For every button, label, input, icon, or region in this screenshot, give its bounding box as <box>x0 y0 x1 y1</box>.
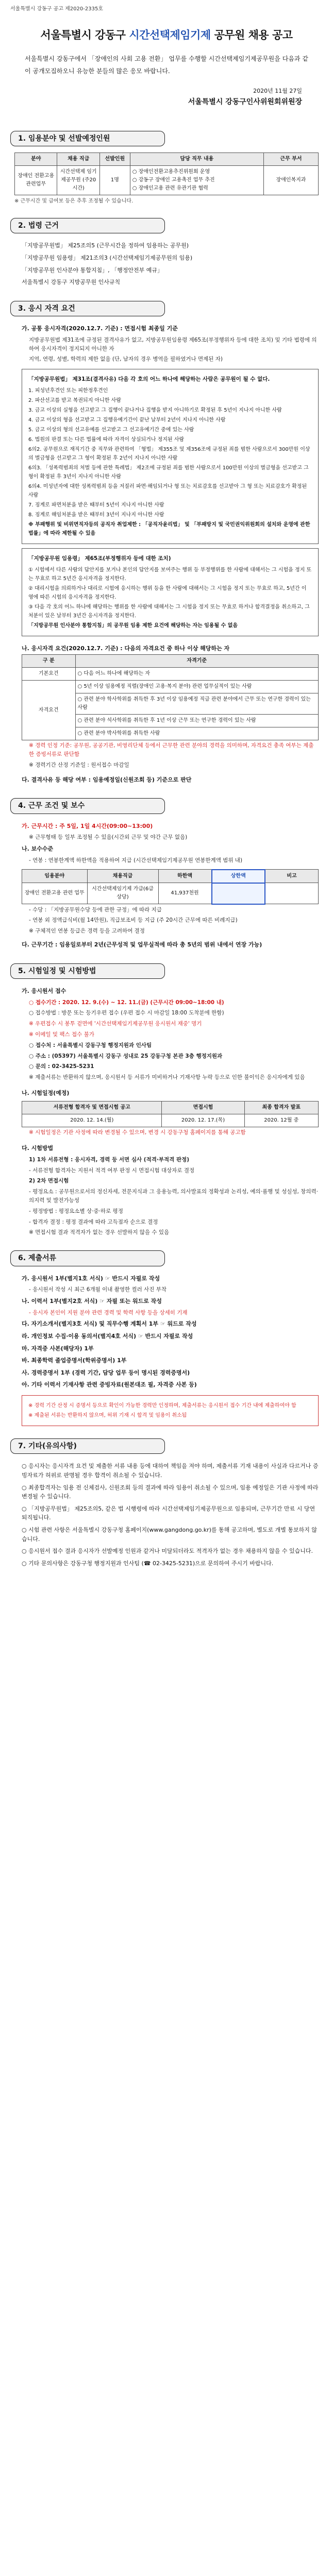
box-line: 6의3. 「성폭력범죄의 처벌 등에 관한 특례법」 제2조에 규정된 죄를 범한 사람으로서 100만원 이상의 벌금형을 선고받고 그 형이 확정된 후 3년이 지나지 아니한 사람 <box>28 465 309 480</box>
notice-date: 2020년 11월 27일 <box>253 87 302 94</box>
box-line: 6의4. 미성년자에 대한 성폭력범죄 등을 저질러 파면·해임되거나 형 또는 치료감호를 선고받아 그 형 또는 치료감호가 확정된 사람 <box>28 483 307 498</box>
table-header: 선발인원 <box>99 152 130 165</box>
warning-box <box>22 1395 319 1426</box>
section-title: 5. 시험일정 및 시험방법 <box>10 963 165 979</box>
section-work-conditions <box>10 798 323 951</box>
sub-heading: 다. 근무기간 : 임용일로부터 2년(근무성적 및 업무실적에 따라 총 5년의 범위 내에서 연장 가능) <box>22 941 262 948</box>
table-header: 임용분야 <box>22 870 88 883</box>
table-cell: 시간선택제임기제 가급(6급상당) <box>87 883 158 904</box>
list-item: 라. 개인정보 수집·이용 동의서(별지4호 서식) ☞ 반드시 자필로 작성 <box>22 1333 193 1340</box>
table-cell: ○ 다음 어느 하나에 해당하는 자 <box>75 668 319 681</box>
note: ※ 경력기간 산정 기준일 : 원서접수 마감일 <box>29 761 129 768</box>
issuing-organization: 서울특별시 강동구인사위원회위원장 <box>188 98 302 107</box>
list-item: ○ 시험 관련 사항은 서울특별시 강동구청 홈페이지(www.gangdong.go.kr)를 통해 공고하며, 별도로 개별 통보하지 않습니다. <box>22 1526 318 1543</box>
list-item: 아. 기타 이력서 기재사항 관련 증빙자료(원본대조 필, 자격증 사본 등) <box>22 1381 197 1388</box>
list-item: 다. 자기소개서(별지3호 서식) 및 직무수행 계획서 1부 ☞ 워드로 작성 <box>22 1320 197 1328</box>
section-title: 4. 근무 조건 및 보수 <box>10 798 165 814</box>
table-row <box>22 668 319 681</box>
note: - 연봉 외 정액급식비(월 14만원), 직급보조비 등 지급 (주 20시간 근무에 따른 비례지급) <box>29 917 238 924</box>
list-item: 2) 2차 면접시험 <box>29 1178 69 1184</box>
list-item: 서울특별시 강동구 지방공무원 인사규칙 <box>22 279 121 286</box>
list-item: 바. 최종학력 졸업증명서(학위증명서) 1부 <box>22 1357 127 1364</box>
box-note: 「지방공무원 인사분야 통합지침」의 공무원 임용 제한 요건에 해당하는 자는 임용될 수 없음 <box>28 622 238 629</box>
table-cell: 2020. 12. 14.(월) <box>22 1114 162 1127</box>
note: ※ 면접시험 결과 적격자가 없는 경우 선발하지 않을 수 있음 <box>29 1229 170 1236</box>
list-item: ○ 응시자는 응시자격 요건 및 제출한 서류 내용 등에 대하여 책임을 져야 하며, 제출서류 기재 내용이 사실과 다르거나 증빙자료가 허위로 판명될 경우 합격이 취소될 수 있습니다. <box>22 1463 319 1479</box>
sub-heading: 가. 공통 응시자격(2020.12.7. 기준) : 면접시험 최종일 기준 <box>22 325 178 332</box>
note: ※ 근무시간 및 급여보 등은 추후 조정될 수 있습니다. <box>14 198 134 204</box>
recruitment-table <box>14 152 319 195</box>
table-cell: 장애인복지과 <box>263 165 318 195</box>
list-item: ○ 접수방법 : 방문 또는 등기우편 접수 (우편 접수 시 마감일 18:00 도착분에 한함) <box>29 1010 224 1016</box>
table-cell: 기본요건 <box>22 668 76 681</box>
list-item: - 평정방법 : 평정요소별 상·중·하로 평정 <box>29 1208 123 1214</box>
table-row <box>22 1114 319 1127</box>
section-legal-basis <box>10 218 323 289</box>
box-line: ③ 다음 각 호의 어느 하나에 해당하는 행위를 한 사람에 대해서는 그 시험을 정지 또는 무효로 하거나 합격결정을 취소하고, 그 처분이 있은 날부터 3년간 응시자격을 정지한다. <box>28 604 310 619</box>
table-header: 하한액 <box>158 870 212 883</box>
sub-heading: 나. 시험일정(예정) <box>22 1089 70 1096</box>
section-schedule <box>10 963 323 1239</box>
note: - 수당 : 「지방공무원수당 등에 관한 규정」에 따라 지급 <box>29 906 162 913</box>
box-heading: 「지방공무원 임용령」 제65조(부정행위자 등에 대한 조치) <box>28 555 171 562</box>
table-cell: ○ 관련 분야 학사학위를 취득한 후 3년 이상 임용예정 직급 관련 분야에서 근무 또는 연구한 경력이 있는 사람 <box>75 693 319 715</box>
list-item: - 평정요소 : 공무원으로서의 정신자세, 전문지식과 그 응용능력, 의사발표의 정확성과 논리성, 예의·품행 및 성실성, 창의력·의지력 및 발전가능성 <box>29 1189 318 1204</box>
table-header: 채용 직급 <box>57 152 99 165</box>
warning-text: ※ 제출된 서류는 반환하지 않으며, 허위 기재 시 합격 및 임용이 취소됨 <box>28 1412 187 1418</box>
list-item: - 응시자 본인이 지원 분야 관련 경력 및 학력 사항 등을 상세히 기재 <box>29 1309 188 1316</box>
note: ※ 근무형태 등 일부 조정될 수 있음(시간외 근무 및 야간 근무 없음) <box>29 834 188 841</box>
title-prefix: 서울특별시 강동구 <box>40 29 126 41</box>
table-cell: 41,937천원 <box>158 883 212 904</box>
section-title: 6. 제출서류 <box>10 1250 165 1266</box>
sub-heading: 다. 결격사유 등 해당 여부 : 임용예정일(신원조회 등) 기준으로 판단 <box>22 776 192 783</box>
list-item: - 합격자 결정 : 평정 결과에 따라 고득점자 순으로 결정 <box>29 1218 158 1225</box>
duty-item: ○ 강동구 장애인 고용촉진 업무 추진 <box>132 177 215 183</box>
sub-heading: 나. 응시자격 요건(2020.12.7. 기준) : 다음의 자격요건 중 하나 이상 해당하는 자 <box>22 645 230 652</box>
section-eligibility <box>10 301 323 786</box>
list-item: ○ 기타 문의사항은 강동구청 행정지원과 인사팀 (☎ 02-3425-5231)으로 문의하여 주시기 바랍니다. <box>22 1560 274 1567</box>
disqualification-box <box>22 369 319 544</box>
table-cell: 장애인 전환고용 관련 업무 <box>22 883 88 904</box>
box-line: 6의2. 공무원으로 재직기간 중 직무와 관련하여 「형법」 제355조 및 제356조에 규정된 죄를 범한 사람으로서 300만원 이상의 벌금형을 선고받고 그 형이 확정된 후 2년이 지나지 아니한 사람 <box>28 446 310 461</box>
table-header: 근무 부서 <box>263 152 318 165</box>
list-item: - 서류전형 합격자는 지원서 적격 여부 판정 시 면접시험 대상자로 결정 <box>29 1167 195 1174</box>
list-item: ※ 이메일 및 팩스 접수 불가 <box>29 1031 94 1038</box>
list-item: 1) 1차 서류전형 : 응시자격, 경력 등 서면 심사 (적격·부적격 판정) <box>29 1156 190 1163</box>
table-header: 분야 <box>15 152 57 165</box>
table-header: 최종 합격자 발표 <box>244 1101 318 1114</box>
section-documents <box>10 1250 323 1426</box>
page-title <box>10 15 323 53</box>
section-title: 2. 법령 근거 <box>10 218 165 233</box>
note: ※ 구체적인 연봉 등급은 경력 등을 고려하여 결정 <box>29 928 145 935</box>
schedule-table <box>22 1101 319 1127</box>
salary-table <box>22 869 319 905</box>
note: - 연봉 : 연봉한계액 하한액을 적용하여 지급 (시간선택제임기제공무원 연봉한계액 범위 내) <box>29 857 243 863</box>
list-item: ○ 「지방공무원법」 제25조의5, 같은 법 시행령에 따라 시간선택제임기제공무원으로 임용되며, 근무기간 만료 시 당연 퇴직됩니다. <box>22 1505 315 1521</box>
note: ※ 경력 인정 기준: 공무원, 공공기관, 비영리단체 등에서 근무한 관련 분야의 경력을 의미하며, 자격요건 충족 여부는 제출한 증빙서류로 판단함 <box>29 742 314 758</box>
table-row <box>15 165 319 195</box>
duty-cell <box>130 165 263 195</box>
sub-heading: 가. 응시원서 접수 <box>22 987 66 994</box>
table-cell: ○ 5년 이상 임용예정 직렬(장애인 고용·복지 분야) 관련 업무실적이 있는 사람 <box>75 681 319 693</box>
section-title: 3. 응시 자격 요건 <box>10 301 165 316</box>
box-heading: 「지방공무원법」 제31조(결격사유) 다음 각 호의 어느 하나에 해당하는 사람은 공무원이 될 수 없다. <box>28 376 270 383</box>
box-line: 3. 금고 이상의 실형을 선고받고 그 집행이 끝나거나 집행을 받지 아니하기로 확정된 후 5년이 지나지 아니한 사람 <box>28 407 282 413</box>
table-header: 상한액 <box>212 870 265 883</box>
list-item: ○ 응시원서 접수 결과 응시자가 선발예정 인원과 같거나 미달되더라도 적격자가 없는 경우 채용하지 않을 수 있습니다. <box>22 1548 313 1555</box>
table-header: 면접시험 <box>162 1101 244 1114</box>
list-item: 나. 이력서 1부(별지2호 서식) ☞ 자필 또는 워드로 작성 <box>22 1298 162 1305</box>
table-cell: ○ 관련 분야 박사학위를 취득한 사람 <box>75 727 319 740</box>
table-cell: 2020. 12. 17.(목) <box>162 1114 244 1127</box>
list-item: 지역, 연령, 성별, 학력의 제한 없음 (단, 남자의 경우 병역을 필하였거나 면제된 자) <box>29 356 223 363</box>
list-item: ○ 접수기간 : 2020. 12. 9.(수) ~ 12. 11.(금) (근무시간 09:00~18:00 내) <box>29 999 224 1006</box>
box-line: 4. 금고 이상의 형을 선고받고 그 집행유예기간이 끝난 날부터 2년이 지나지 아니한 사람 <box>28 417 226 423</box>
duty-item: ○ 장애인고용 관련 유관기관 협력 <box>132 185 208 191</box>
box-line: 2. 파산선고를 받고 복권되지 아니한 사람 <box>28 397 121 403</box>
sub-heading: 나. 보수수준 <box>22 845 54 853</box>
table-cell: 2020. 12월 중 <box>244 1114 318 1127</box>
intro-paragraph: 서울특별시 강동구에서 「장애인의 사회 고용 전환」 업무를 수행할 시간선택제임기제공무원을 다음과 같이 공개모집하오니 유능한 분들의 많은 응모 바랍니다. <box>25 55 308 75</box>
box-note: ※ 부패행위 및 비위면직자등의 공직자 취업제한 : 「공직자윤리법」 및 「부패방지 및 국민권익위원회의 설치와 운영에 관한 법률」에 따라 제한될 수 있음 <box>28 521 310 536</box>
note: ※ 시험일정은 기관 사정에 따라 변경될 수 있으며, 변경 시 강동구청 홈페이지를 통해 공고함 <box>29 1129 246 1136</box>
table-cell <box>212 883 265 904</box>
table-cell <box>265 883 319 904</box>
list-item: ○ 문의 : 02-3425-5231 <box>29 1063 94 1070</box>
list-item: ○ 주소 : (05397) 서울특별시 강동구 성내로 25 강동구청 본관 3층 행정지원과 <box>29 1053 223 1059</box>
table-row <box>22 681 319 693</box>
table-header: 서류전형 합격자 및 면접시험 공고 <box>22 1101 162 1114</box>
box-line: 1. 피성년후견인 또는 피한정후견인 <box>28 387 108 394</box>
list-item: 「지방공무원법」 제25조의5 (근무시간을 정하여 임용하는 공무원) <box>22 242 189 249</box>
list-item: 「지방공무원 인사분야 통합지침」, 「행정안전부 예규」 <box>22 266 163 274</box>
work-hours: 가. 근무시간 : 주 5일, 1일 4시간(09:00~13:00) <box>22 822 153 829</box>
list-item: 가. 응시원서 1부(별지1호 서식) ☞ 반드시 자필로 작성 <box>22 1275 160 1282</box>
box-line: 6. 법원의 판결 또는 다른 법률에 따라 자격이 상실되거나 정지된 사람 <box>28 436 185 443</box>
table-cell: 시간선택제 임기제공무원 (주20시간) <box>57 165 99 195</box>
list-item: 「지방공무원 임용령」 제21조의3 (시간선택제임기제공무원의 임용) <box>22 254 193 261</box>
sub-heading <box>14 820 319 833</box>
table-cell: 장애인 전환고용 관련업무 <box>15 165 57 195</box>
duty-item: ○ 장애인전환고용추진위원회 운영 <box>132 168 210 175</box>
table-header: 비고 <box>265 870 319 883</box>
qualification-table <box>22 654 319 740</box>
box-line: 8. 징계로 해임처분을 받은 때부터 3년이 지나지 아니한 사람 <box>28 512 164 518</box>
misconduct-box <box>22 548 319 636</box>
section-title: 7. 기타(유의사항) <box>10 1438 165 1454</box>
box-line: 5. 금고 이상의 형의 선고유예를 선고받고 그 선고유예기간 중에 있는 사람 <box>28 427 194 433</box>
document-number: 서울특별시 강동구 공고 제2020-2335호 <box>10 6 103 12</box>
box-line: 7. 징계로 파면처분을 받은 때부터 5년이 지나지 아니한 사람 <box>28 502 164 508</box>
note: ※ 제출서류는 반환하지 않으며, 응시원서 등 서류가 미비하거나 기재사항 누락 등으로 인한 불이익은 응시자에게 있음 <box>29 1074 305 1081</box>
warning-text: ※ 경력 기간 산정 시 증명서 등으로 확인이 가능한 경력만 인정하며, 제출서류는 응시원서 접수 기간 내에 제출하여야 함 <box>28 1402 296 1409</box>
table-header: 자격기준 <box>75 655 319 668</box>
sub-heading: 다. 시험방법 <box>22 1145 54 1152</box>
title-highlight: 시간선택제임기제 <box>129 29 211 41</box>
section-notes <box>10 1438 323 1569</box>
box-line: ① 시험에서 다른 사람의 답안지를 보거나 본인의 답안지를 보여주는 행위 등 부정행위를 한 사람에 대해서는 그 시험을 정지 또는 무효로 하고 5년간 응시자격을 정지한다. <box>28 567 312 582</box>
table-header: 구 분 <box>22 655 76 668</box>
title-suffix: 공무원 채용 공고 <box>214 29 293 41</box>
list-item: 마. 자격증 사본(해당자) 1부 <box>22 1345 94 1352</box>
list-item: - 응시원서 작성 시 최근 6개월 이내 촬영한 컬러 사진 부착 <box>29 1286 166 1293</box>
table-header: 담당 직무 내용 <box>130 152 263 165</box>
table-cell: 자격요건 <box>22 681 76 740</box>
table-row <box>22 883 319 904</box>
box-line: ② 대리시험을 의뢰하거나 대리로 시험에 응시하는 행위 등을 한 사람에 대해서는 그 시험을 정지 또는 무효로 하고, 5년간 이 영에 따른 시험의 응시자격을 정지한다. <box>28 585 307 600</box>
list-item: ※ 우편접수 시 봉투 겉면에 '시간선택제임기제공무원 응시원서 재중' 명기 <box>29 1021 202 1027</box>
table-header: 채용직급 <box>87 870 158 883</box>
table-cell: ○ 관련 분야 석사학위를 취득한 후 1년 이상 근무 또는 연구한 경력이 있는 사람 <box>75 715 319 727</box>
section-title: 1. 임용분야 및 선발예정인원 <box>10 131 165 146</box>
list-item: ○ 접수처 : 서울특별시 강동구청 행정지원과 인사팀 <box>29 1042 152 1048</box>
list-item: 사. 경력증명서 1부 (경력 기간, 담당 업무 등이 명시된 경력증명서) <box>22 1369 190 1376</box>
list-item: 지방공무원법 제31조에 규정된 결격사유가 없고, 지방공무원임용령 제65조(부정행위자 등에 대한 조치) 및 기타 법령에 의하여 응시자격이 정지되지 아니한 자 <box>29 336 317 352</box>
table-cell: 1명 <box>99 165 130 195</box>
list-item: ○ 최종합격자는 임용 전 신체검사, 신원조회 등의 결과에 따라 임용이 취소될 수 있으며, 임용 예정일은 기관 사정에 따라 변경될 수 있습니다. <box>22 1484 319 1500</box>
section-recruitment-field <box>10 131 323 206</box>
